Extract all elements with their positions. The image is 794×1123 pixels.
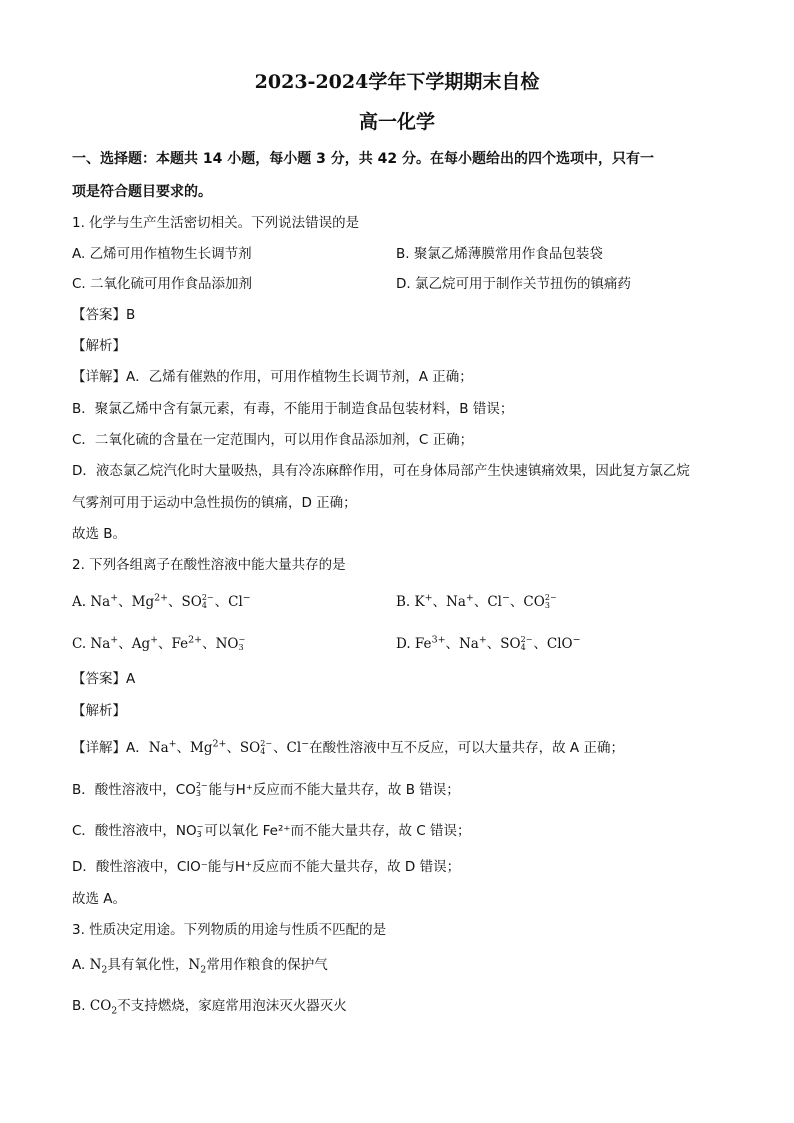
q3-option-a-text1: 具有氧化性， — [107, 957, 189, 973]
q2-analysis-label: 【解析】 — [72, 703, 126, 719]
q3-stem: 3. 性质决定用途。下列物质的用途与性质不匹配的是 — [72, 922, 387, 938]
q2-detail-1: 【详解】A．Na+、$Mg^{2+}$、SO 2− 4 、Cl−在酸性溶液中互不反应，可以大量共存，故 A 正确； — [72, 738, 624, 756]
q3-option-b-text: 不支持燃烧，家庭常用泡沫灭火器灭火 — [117, 998, 347, 1014]
q3-option-b: B. $CO_2$不支持燃烧，家庭常用泡沫灭火器灭火 — [72, 998, 347, 1017]
q1-conclusion: 故选 B。 — [72, 526, 127, 542]
q1-detail-2: B．聚氯乙烯中含有氯元素，有毒，不能用于制造食品包装材料，B 错误； — [72, 401, 514, 417]
q2-detail-3: C．酸性溶液中，NO − 3 可以氧化 Fe²⁺而不能大量共存，故 C 错误； — [72, 822, 471, 839]
q2-option-c-label: C. — [72, 635, 87, 652]
q2-detail-3-prefix: C．酸性溶液中，NO — [72, 822, 197, 839]
q2-detail-1-suffix: 在酸性溶液中互不反应，可以大量共存，故 A 正确； — [309, 739, 624, 756]
q3-option-b-label: B. — [72, 998, 86, 1014]
q2-conclusion: 故选 A。 — [72, 891, 127, 907]
q1-detail-1: 【详解】A．乙烯有催熟的作用，可用作植物生长调节剂，A 正确； — [72, 369, 473, 385]
q1-option-b: B. 聚氯乙烯薄膜常用作食品包装袋 — [396, 246, 603, 262]
q3-option-a-label: A. — [72, 957, 86, 973]
q3-option-a: A. $N_2$具有氧化性，$N_2$常用作粮食的保护气 — [72, 957, 328, 976]
q2-detail-1-prefix: 【详解】A． — [72, 739, 149, 756]
section-heading-line1: 一、选择题：本题共 14 小题，每小题 3 分，共 42 分。在每小题给出的四个选项中，只有一 — [72, 151, 654, 167]
q1-detail-4: D．液态氯乙烷汽化时大量吸热，具有冷冻麻醉作用，可在身体局部产生快速镇痛效果，因此复方氯乙烷 — [72, 463, 690, 479]
q2-stem: 2. 下列各组离子在酸性溶液中能大量共存的是 — [72, 557, 346, 573]
q1-option-d: D. 氯乙烷可用于制作关节扭伤的镇痛药 — [396, 276, 631, 292]
q2-answer: 【答案】A — [72, 671, 136, 687]
q2-option-b-label: B. — [396, 593, 411, 610]
q2-detail-2-prefix: B．酸性溶液中，CO — [72, 781, 196, 798]
page-title: 2023-2024学年下学期期末自检 — [254, 71, 540, 93]
page-subtitle: 高一化学 — [358, 111, 435, 133]
q2-option-a: A. Na+、$Mg^{2+}$、SO 2− 4 、Cl− — [72, 592, 251, 610]
q2-option-c: C. Na+、Ag+、$Fe^{2+}$、NO − 3 — [72, 634, 246, 652]
section-heading-line2: 项是符合题目要求的。 — [72, 184, 212, 200]
q2-option-a-label: A. — [72, 593, 87, 610]
q2-detail-2-suffix: 能与H⁺反应而不能大量共存，故 B 错误； — [208, 781, 460, 798]
q1-detail-3: C．二氧化硫的含量在一定范围内，可以用作食品添加剂，C 正确； — [72, 432, 474, 448]
q1-analysis-label: 【解析】 — [72, 338, 126, 354]
q1-stem: 1. 化学与生产生活密切相关。下列说法错误的是 — [72, 215, 360, 231]
q1-answer: 【答案】B — [72, 307, 136, 323]
q1-option-c: C. 二氧化硫可用作食品添加剂 — [72, 276, 253, 292]
q1-option-a: A. 乙烯可用作植物生长调节剂 — [72, 246, 252, 262]
q2-detail-3-suffix: 可以氧化 Fe²⁺而不能大量共存，故 C 错误； — [204, 822, 471, 839]
q2-option-d-label: D. — [396, 635, 411, 652]
q2-detail-4: D．酸性溶液中，ClO⁻能与H⁺反应而不能大量共存，故 D 错误； — [72, 859, 461, 875]
q2-detail-2: B．酸性溶液中，CO 2− 3 能与H⁺反应而不能大量共存，故 B 错误； — [72, 781, 460, 798]
q2-option-d: D. $Fe^{3+}$、Na+、SO 2− 4 、ClO− — [396, 634, 581, 652]
q2-option-b: B. K+、Na+、Cl−、CO 2− 3 — [396, 592, 557, 610]
q1-detail-5: 气雾剂可用于运动中急性损伤的镇痛，D 正确； — [72, 495, 357, 511]
q3-option-a-text2: 常用作粮食的保护气 — [206, 957, 328, 973]
